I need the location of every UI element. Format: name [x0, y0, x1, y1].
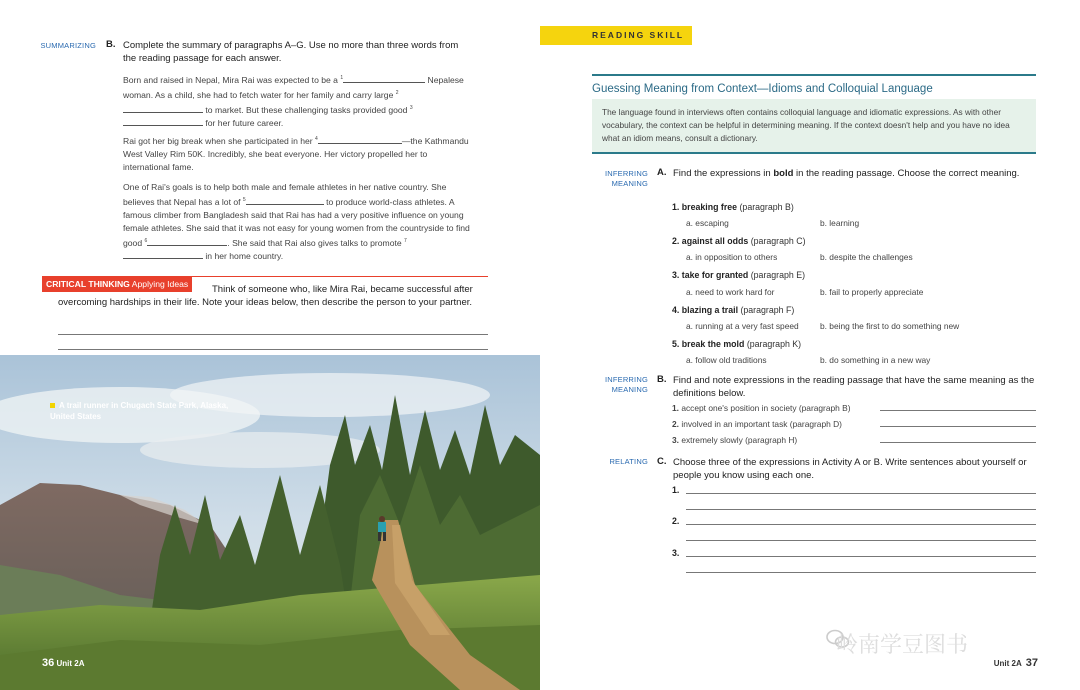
photo-caption	[50, 400, 240, 422]
summary-text: to produce world-class athletes. A famous climber from Bangladesh said that Rai has had a very positive influence on young female athletes. She said that it was not easy for young women from the countryside to find good	[123, 196, 470, 248]
item-number: 2.	[672, 236, 680, 246]
option-3b[interactable]: b. fail to properly appreciate	[820, 287, 924, 297]
sentence-number-2: 2.	[672, 516, 680, 526]
option-2a[interactable]: a. in opposition to others	[686, 252, 778, 262]
blank-number: 2	[395, 89, 399, 96]
summary-text: —the Kathmandu West Valley Rim 50K. Incredibly, she beat everyone. Her victory propelled her to international fame.	[123, 135, 469, 172]
item-number: 4.	[672, 305, 680, 315]
activity-c-letter: C.	[657, 456, 667, 467]
sentence-line-3a[interactable]	[686, 556, 1036, 557]
inferring-meaning-tag-b	[592, 375, 648, 395]
definition-text: extremely slowly (paragraph H)	[681, 435, 798, 445]
option-4a[interactable]: a. running at a very fast speed	[686, 321, 799, 331]
blank-number: 7	[404, 237, 407, 244]
tag-line: INFERRING	[604, 169, 648, 178]
option-5b[interactable]: b. do something in a new way	[820, 355, 931, 365]
summary-text: . She said that Rai also gives talks to promote	[227, 237, 402, 248]
expression: take for granted	[681, 270, 749, 280]
sentence-number-1: 1.	[672, 485, 680, 495]
summary-text: for her future career.	[205, 117, 284, 128]
activity-b-letter: B.	[106, 39, 116, 50]
answer-blank-6[interactable]	[144, 237, 227, 246]
expression: blazing a trail	[681, 305, 739, 315]
answer-blank-4[interactable]	[318, 135, 402, 144]
expression: break the mold	[681, 339, 745, 349]
sentence-line-1a[interactable]	[686, 493, 1036, 494]
blank-number: 1	[340, 75, 344, 81]
option-3a[interactable]: a. need to work hard for	[686, 287, 775, 297]
unit-label: Unit 2A	[56, 659, 85, 668]
summary-text: Born and raised in Nepal, Mira Rai was expected to be a	[123, 74, 338, 85]
summarizing-tag: SUMMARIZING	[40, 41, 96, 50]
skill-box	[592, 99, 1036, 154]
unit-label: Unit 2A	[993, 659, 1022, 668]
expression-item-2	[672, 236, 806, 246]
paragraph-ref: (paragraph F)	[740, 305, 795, 315]
tag-line: MEANING	[611, 385, 648, 394]
instruction-text: in the reading passage. Choose the correct meaning.	[796, 168, 1020, 179]
answer-blank-5[interactable]	[246, 196, 324, 205]
critical-thinking-text: Think of someone who, like Mira Rai, became successful after overcoming hardships in their life. Note your ideas below, then describe the person to your partner.	[58, 284, 473, 308]
expression: breaking free	[681, 202, 738, 212]
answer-blank-3[interactable]	[123, 117, 203, 126]
option-1a[interactable]: a. escaping	[686, 218, 729, 228]
blank-number: 5	[242, 197, 246, 203]
option-2b[interactable]: b. despite the challenges	[820, 252, 913, 262]
option-5a[interactable]: a. follow old traditions	[686, 355, 767, 365]
blank-number: 6	[144, 237, 148, 244]
tag-line: MEANING	[611, 179, 648, 188]
right-page	[540, 0, 1080, 690]
page-number: 36	[42, 657, 55, 669]
answer-blank-2[interactable]	[123, 104, 203, 113]
expression-item-4	[672, 305, 794, 315]
item-number: 3.	[672, 435, 679, 445]
item-number: 1.	[672, 403, 679, 413]
option-1b[interactable]: b. learning	[820, 218, 860, 228]
skill-title: Guessing Meaning from Context—Idioms and Colloquial Language	[592, 74, 1036, 95]
answer-line-b1[interactable]	[880, 410, 1036, 411]
instruction-text: Find the expressions in	[673, 168, 771, 179]
critical-thinking-subtitle: Applying Ideas	[131, 279, 189, 289]
answer-blank-7[interactable]	[123, 250, 203, 259]
item-number: 3.	[672, 270, 680, 280]
answer-line-b2[interactable]	[880, 426, 1036, 427]
summary-text: One of Rai's goals is to help both male and female athletes in her native country. She believes that Nepal has a lot of	[123, 182, 447, 207]
summary-paragraph-2	[123, 133, 475, 174]
relating-tag: RELATING	[609, 457, 648, 466]
notes-line-1[interactable]	[58, 334, 488, 335]
blank-number: 3	[409, 104, 413, 111]
notes-line-2[interactable]	[58, 349, 488, 350]
expression-item-5	[672, 339, 801, 349]
paragraph-ref: (paragraph B)	[739, 202, 794, 212]
definition-item-2	[672, 419, 842, 429]
expression: against all odds	[681, 236, 749, 246]
summary-text: in her home country.	[205, 250, 284, 261]
caption-bullet	[50, 403, 55, 408]
right-folio	[994, 657, 1038, 669]
activity-b-letter: B.	[657, 374, 667, 385]
activity-c-instruction: Choose three of the expressions in Activity A or B. Write sentences about yourself or people you know using each one.	[673, 457, 1027, 481]
sentence-line-2a[interactable]	[686, 524, 1036, 525]
answer-line-b3[interactable]	[880, 442, 1036, 443]
definition-text: accept one's position in society (paragraph B)	[681, 403, 851, 413]
critical-thinking-title: CRITICAL THINKING	[46, 279, 130, 289]
skill-body: The language found in interviews often contains colloquial language and idiomatic expressions. As with other vocabulary, the context can be helpful in determining meaning. If the context doesn't help and you have no idea what an idiom means, consult a dictionary.	[602, 107, 1010, 143]
definition-item-3	[672, 435, 797, 445]
blank-number: 4	[315, 136, 318, 142]
expression-item-1	[672, 202, 794, 212]
activity-a-instruction	[673, 167, 1033, 180]
summary-text: Nepalese woman. As a child, she had to fetch water for her family and carry large	[123, 74, 464, 100]
activity-b-instruction: Complete the summary of paragraphs A–G. Use no more than three words from the reading passage for each answer.	[123, 40, 459, 64]
paragraph-ref: (paragraph C)	[750, 236, 806, 246]
definition-text: involved in an important task (paragraph D)	[681, 419, 842, 429]
inferring-meaning-tag-a	[592, 169, 648, 189]
watermark: 岭南学豆图书	[836, 633, 969, 658]
tag-line: INFERRING	[604, 375, 648, 384]
summary-paragraph-3	[123, 181, 475, 263]
summary-paragraph-1	[123, 72, 475, 130]
definition-item-1	[672, 403, 851, 413]
sentence-number-3: 3.	[672, 548, 680, 558]
page-number: 37	[1025, 657, 1038, 669]
reading-skill-banner: READING SKILL	[540, 26, 692, 45]
sentence-line-2b[interactable]	[686, 540, 1036, 541]
instruction-bold: bold	[773, 168, 794, 179]
paragraph-ref: (paragraph K)	[746, 339, 802, 349]
sentence-line-3b[interactable]	[686, 572, 1036, 573]
item-number: 2.	[672, 419, 679, 429]
expression-item-3	[672, 270, 805, 280]
item-number: 5.	[672, 339, 680, 349]
summary-text: to market. But these challenging tasks provided good	[205, 104, 408, 115]
paragraph-ref: (paragraph E)	[750, 270, 806, 280]
sentence-line-1b[interactable]	[686, 509, 1036, 510]
item-number: 1.	[672, 202, 680, 212]
left-folio	[42, 657, 84, 669]
option-4b[interactable]: b. being the first to do something new	[820, 321, 960, 331]
answer-blank-1[interactable]	[343, 74, 425, 83]
activity-b-instruction: Find and note expressions in the reading passage that have the same meaning as the definitions below.	[673, 375, 1035, 399]
summary-text: Rai got her big break when she participated in her	[123, 135, 313, 146]
activity-a-letter: A.	[657, 167, 667, 178]
caption-text: A trail runner in Chugach State Park, Alaska, United States	[50, 401, 229, 421]
